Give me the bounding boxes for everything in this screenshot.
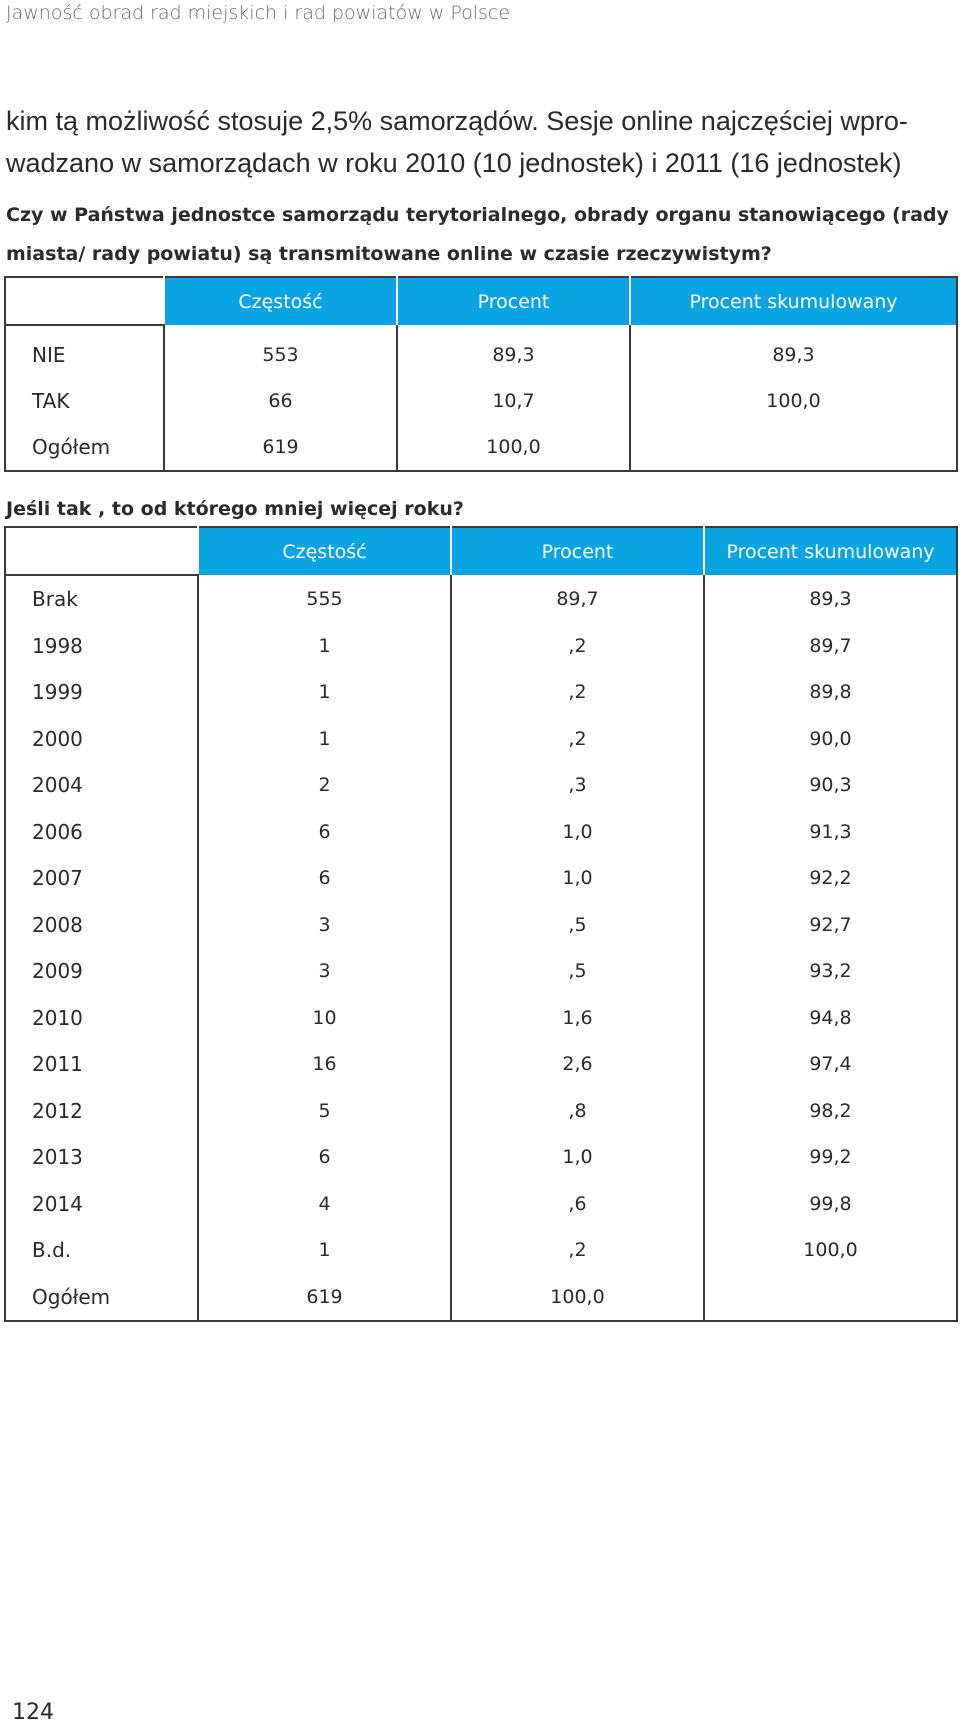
table-row [5,716,957,763]
percent-cell: 100,0 [451,1274,704,1322]
cumulative-percent-cell: 97,4 [704,1041,957,1088]
frequency-cell: 5 [198,1088,451,1135]
row-label-cell: 2013 [32,1145,83,1170]
percent-cell: 1,6 [451,995,704,1042]
frequency-cell: 1 [198,669,451,716]
table-row [5,1227,957,1274]
table1-header-row [5,277,957,325]
row-label-cell: B.d. [32,1238,72,1263]
cumulative-percent-cell [630,424,957,471]
frequency-cell: 6 [198,855,451,902]
table-row [5,1274,957,1322]
table-row [5,1041,957,1088]
table-row [5,575,957,623]
row-label-cell: 2008 [32,912,83,937]
row-label-cell: Ogółem [32,435,111,459]
frequency-cell: 1 [198,623,451,670]
cumulative-percent-cell: 90,0 [704,716,957,763]
table-row [5,902,957,949]
table-row [5,424,957,471]
percent-cell: 1,0 [451,809,704,856]
table2-col-header: Procent [451,527,704,575]
frequency-cell: 1 [198,716,451,763]
table-row [5,623,957,670]
table-row [5,378,957,424]
frequency-cell: 619 [198,1274,451,1322]
cumulative-percent-cell: 94,8 [704,995,957,1042]
percent-cell: 10,7 [397,378,630,424]
frequency-cell: 3 [198,902,451,949]
frequency-cell: 16 [198,1041,451,1088]
table2-body [5,575,957,1321]
cumulative-percent-cell: 92,7 [704,902,957,949]
cumulative-percent-cell: 100,0 [704,1227,957,1274]
body-line-1: kim tą możliwość stosuje 2,5% samorządów. Sesje online najczęściej wpro- [6,106,908,136]
table2-col-header: Procent skumulowany [704,527,957,575]
table-row [5,669,957,716]
cumulative-percent-cell: 89,8 [704,669,957,716]
percent-cell: ,5 [451,948,704,995]
row-label-cell: 1998 [32,633,83,658]
row-label-cell: 2000 [32,726,83,751]
table2-corner-cell [5,527,198,575]
row-label-cell: TAK [32,389,70,413]
percent-cell: ,8 [451,1088,704,1135]
row-label-cell: 2009 [32,959,83,984]
frequency-cell: 619 [164,424,397,471]
table2-header-row [5,527,957,575]
frequency-cell: 1 [198,1227,451,1274]
frequency-cell: 4 [198,1181,451,1228]
page-number: 124 [12,1700,54,1725]
frequency-cell: 555 [198,575,451,623]
table-row [5,809,957,856]
cumulative-percent-cell: 100,0 [630,378,957,424]
percent-cell: ,5 [451,902,704,949]
table1-corner-cell [5,277,164,325]
row-label-cell: 2014 [32,1191,83,1216]
table-row [5,325,957,378]
cumulative-percent-cell: 90,3 [704,762,957,809]
percent-cell: ,2 [451,669,704,716]
table-row [5,1088,957,1135]
percent-cell: ,2 [451,623,704,670]
table2 [4,526,958,1322]
cumulative-percent-cell: 89,3 [704,575,957,623]
percent-cell: 1,0 [451,855,704,902]
cumulative-percent-cell: 99,2 [704,1134,957,1181]
percent-cell: 89,3 [397,325,630,378]
cumulative-percent-cell: 89,7 [704,623,957,670]
table1-col-header: Częstość [164,277,397,325]
frequency-cell: 553 [164,325,397,378]
row-label-cell: NIE [32,343,66,367]
percent-cell: 100,0 [397,424,630,471]
row-label-cell: 2012 [32,1098,83,1123]
table1-question: Czy w Państwa jednostce samorządu terytorialnego, obrady organu stanowiącego (rady miasta/ rady powiatu) są transmitowane online w czasie rzeczywistym? [6,204,949,265]
frequency-cell: 66 [164,378,397,424]
body-paragraph [6,100,954,184]
percent-cell: ,2 [451,716,704,763]
frequency-cell: 2 [198,762,451,809]
row-label-cell: 2011 [32,1052,83,1077]
row-label-cell: Brak [32,587,78,612]
table1-col-header: Procent skumulowany [630,277,957,325]
table-row [5,855,957,902]
frequency-cell: 3 [198,948,451,995]
cumulative-percent-cell: 98,2 [704,1088,957,1135]
row-label-cell: 2007 [32,866,83,891]
table-row [5,995,957,1042]
table2-col-header: Częstość [198,527,451,575]
running-title: Jawność obrad rad miejskich i rad powiatów w Polsce [6,2,511,24]
cumulative-percent-cell: 89,3 [630,325,957,378]
cumulative-percent-cell: 91,3 [704,809,957,856]
body-line-2: wadzano w samorządach w roku 2010 (10 jednostek) i 2011 (16 jednostek) [6,148,902,178]
table-row [5,948,957,995]
percent-cell: 2,6 [451,1041,704,1088]
table-row [5,1134,957,1181]
percent-cell: 89,7 [451,575,704,623]
frequency-cell: 10 [198,995,451,1042]
percent-cell: 1,0 [451,1134,704,1181]
percent-cell: ,3 [451,762,704,809]
table1 [4,276,958,472]
frequency-cell: 6 [198,809,451,856]
table2-question: Jeśli tak , to od którego mniej więcej roku? [6,498,464,520]
table1-col-header: Procent [397,277,630,325]
cumulative-percent-cell: 99,8 [704,1181,957,1228]
row-label-cell: 2006 [32,819,83,844]
table-row [5,762,957,809]
row-label-cell: Ogółem [32,1284,111,1309]
percent-cell: ,2 [451,1227,704,1274]
row-label-cell: 2010 [32,1005,83,1030]
cumulative-percent-cell: 93,2 [704,948,957,995]
table-row [5,1181,957,1228]
table1-body [5,325,957,471]
cumulative-percent-cell: 92,2 [704,855,957,902]
cumulative-percent-cell [704,1274,957,1322]
percent-cell: ,6 [451,1181,704,1228]
frequency-cell: 6 [198,1134,451,1181]
row-label-cell: 1999 [32,680,83,705]
row-label-cell: 2004 [32,773,83,798]
